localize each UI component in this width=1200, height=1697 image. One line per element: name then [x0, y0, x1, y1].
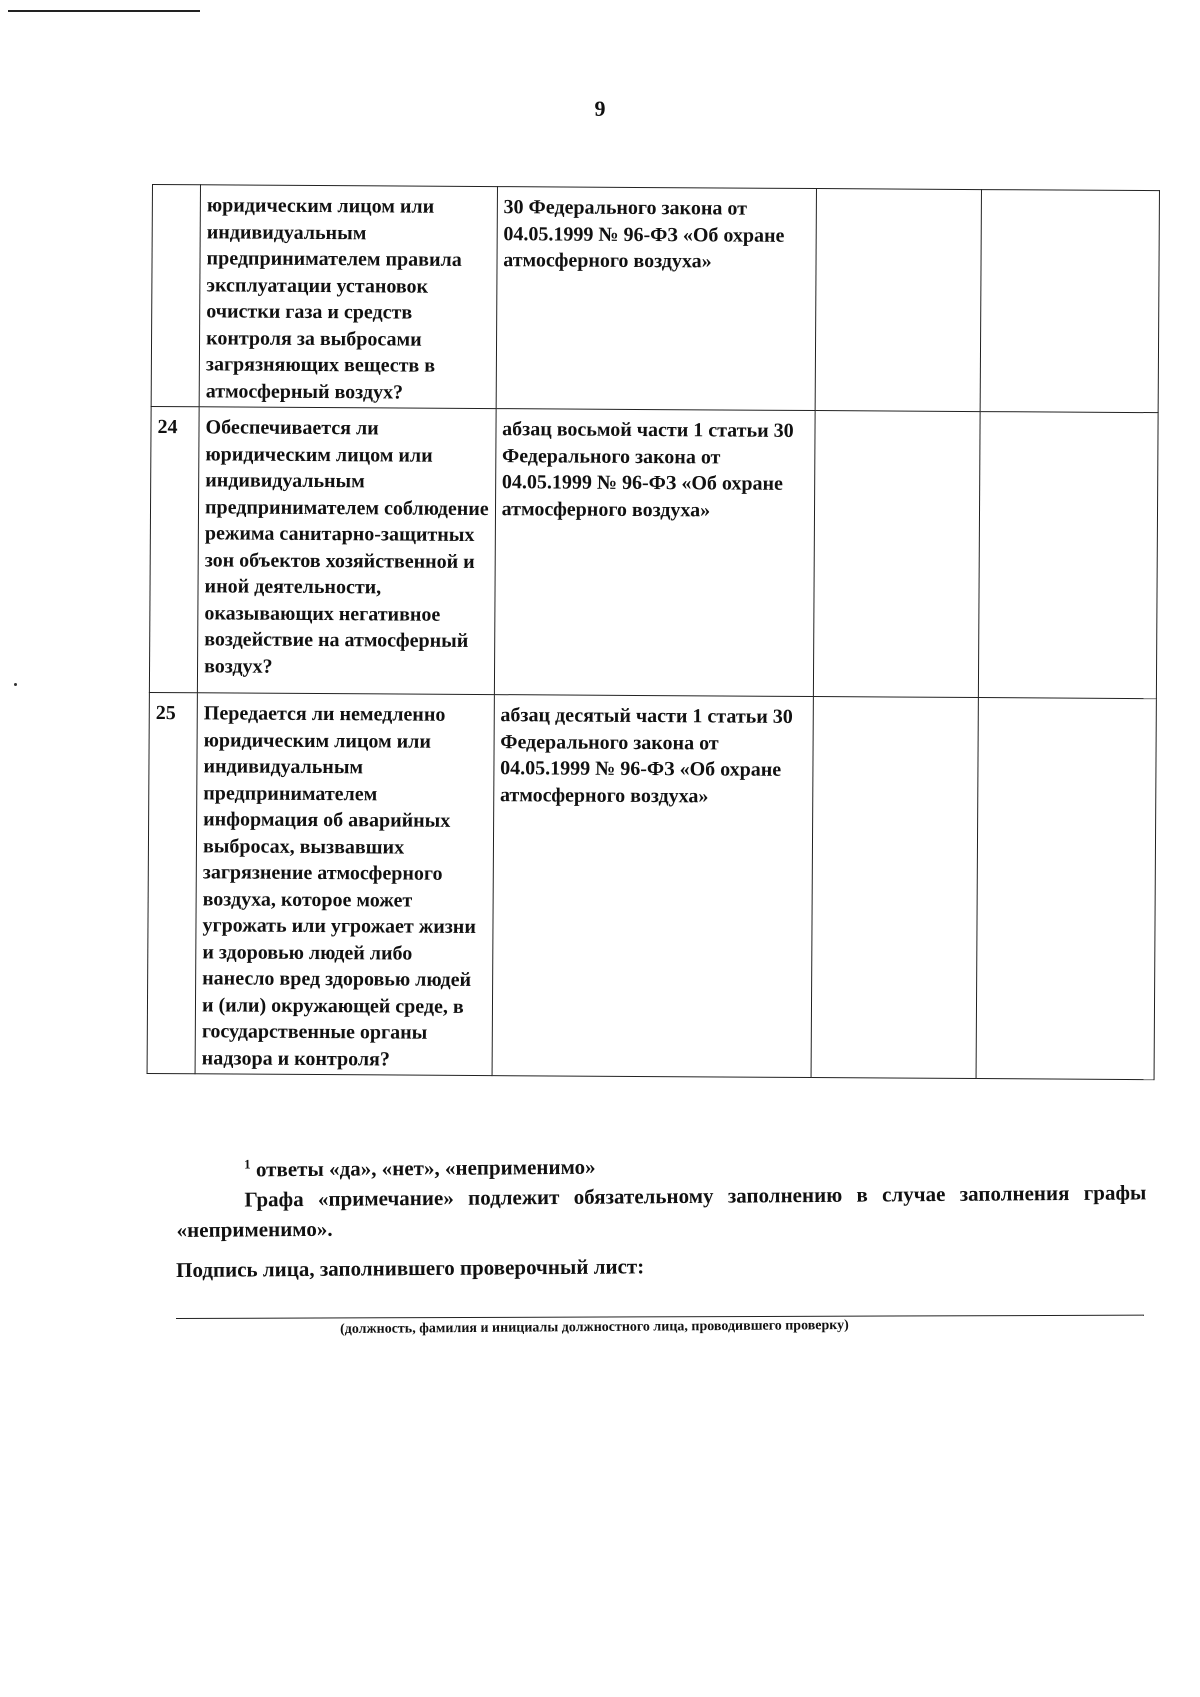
- signature-line[interactable]: [176, 1315, 1144, 1319]
- footnote-marker: 1: [244, 1156, 251, 1172]
- checklist-table-wrapper: [147, 184, 1160, 1080]
- legal-reference-cell: абзац восьмой части 1 статьи 30 Федерального закона от 04.05.1999 № 96-ФЗ «Об охране атмосферного воздуха»: [494, 409, 815, 697]
- top-rule: [8, 10, 200, 12]
- question-cell: Обеспечивается ли юридическим лицом или индивидуальным предпринимателем соблюдение режима санитарно-защитных зон объектов хозяйственной и иной деятельности, оказывающих негативное воздействие на атмосферный воздух?: [197, 407, 495, 695]
- answer-cell[interactable]: [815, 189, 981, 412]
- notes-block: [176, 1142, 1147, 1245]
- row-number-cell: 24: [149, 406, 199, 692]
- signature-caption: (должность, фамилия и инициалы должностного лица, проводившего проверку): [340, 1318, 849, 1337]
- answer-cell[interactable]: [814, 411, 981, 698]
- table-row: [151, 185, 1159, 413]
- table-row: [147, 692, 1156, 1079]
- page-number: 9: [594, 96, 606, 121]
- table-row: [149, 406, 1158, 698]
- remark-paragraph: Графа «примечание» подлежит обязательному заполнению в случае заполнения графы «неприменимо».: [176, 1180, 1147, 1242]
- note-cell[interactable]: [976, 698, 1156, 1080]
- footnote-text: ответы «да», «нет», «неприменимо»: [255, 1154, 596, 1182]
- signature-label: Подпись лица, заполнившего проверочный лист:: [176, 1254, 645, 1282]
- answer-cell[interactable]: [811, 697, 978, 1079]
- legal-reference-cell: абзац десятый части 1 статьи 30 Федерального закона от 04.05.1999 № 96-ФЗ «Об охране атмосферного воздуха»: [492, 695, 814, 1078]
- scan-speck: [14, 683, 17, 686]
- question-cell: юридическим лицом или индивидуальным предпринимателем правила эксплуатации установок очистки газа и средств контроля за выбросами загрязняющих веществ в атмосферный воздух?: [199, 185, 497, 409]
- row-number-cell: [151, 185, 200, 407]
- note-cell[interactable]: [979, 412, 1158, 699]
- note-cell[interactable]: [981, 190, 1160, 413]
- row-number-cell: 25: [147, 692, 197, 1073]
- checklist-table: [147, 184, 1160, 1080]
- legal-reference-cell: 30 Федерального закона от 04.05.1999 № 96-ФЗ «Об охране атмосферного воздуха»: [496, 187, 817, 411]
- question-cell: Передается ли немедленно юридическим лицом или индивидуальным предпринимателем информация об аварийных выбросах, вызвавших загрязнение атмосферного воздуха, которое может угрожать или угрожает жизни и здоровью людей либо нанесло вред здоровью людей и (или) окружающей среде, в государственные органы надзора и контроля?: [195, 693, 494, 1076]
